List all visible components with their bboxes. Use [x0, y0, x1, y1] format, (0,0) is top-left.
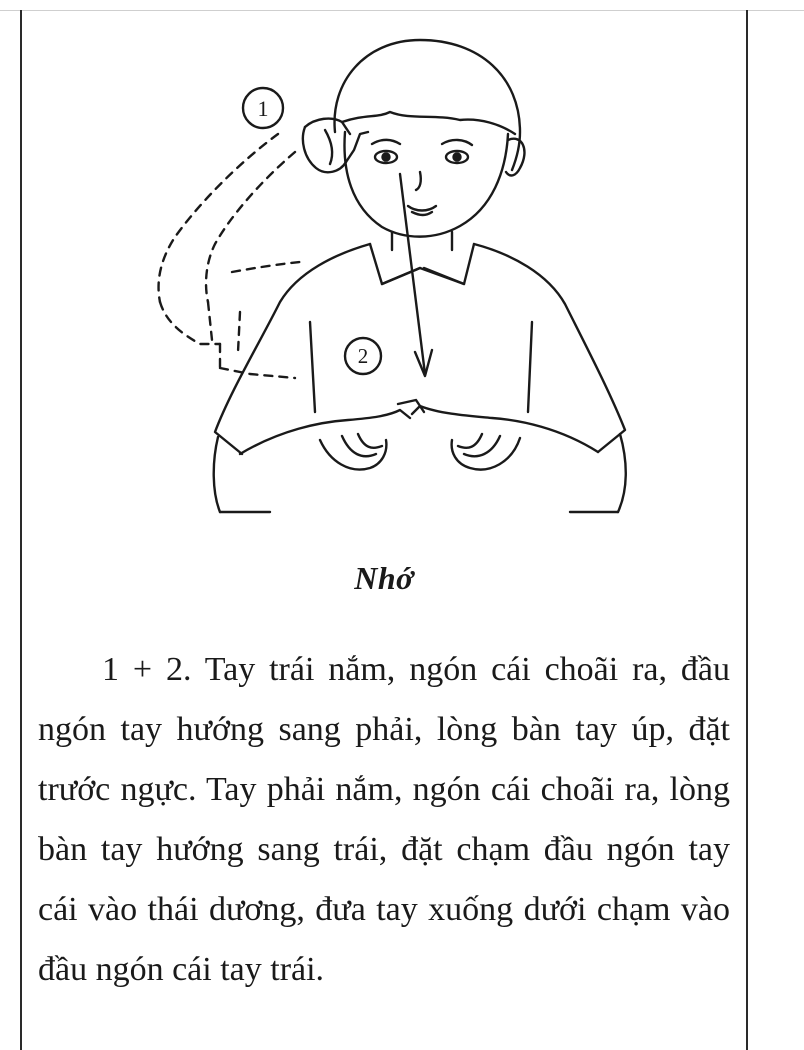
- sign-description: 1 + 2. Tay trái nắm, ngón cái choãi ra, đầu ngón tay hướng sang phải, lòng bàn tay úp, đặt trước ngực. Tay phải nắm, ngón cái choãi ra, lòng bàn tay hướng sang trái, đặt chạm đầu ngón tay cái vào thái dương, đưa tay xuống dưới chạm vào đầu ngón cái tay trái.: [38, 651, 730, 988]
- step-label-1: 1: [257, 96, 269, 121]
- step-number-labels: [120, 22, 640, 542]
- sign-title: Nhớ: [354, 560, 414, 596]
- step-label-2: 2: [357, 344, 369, 368]
